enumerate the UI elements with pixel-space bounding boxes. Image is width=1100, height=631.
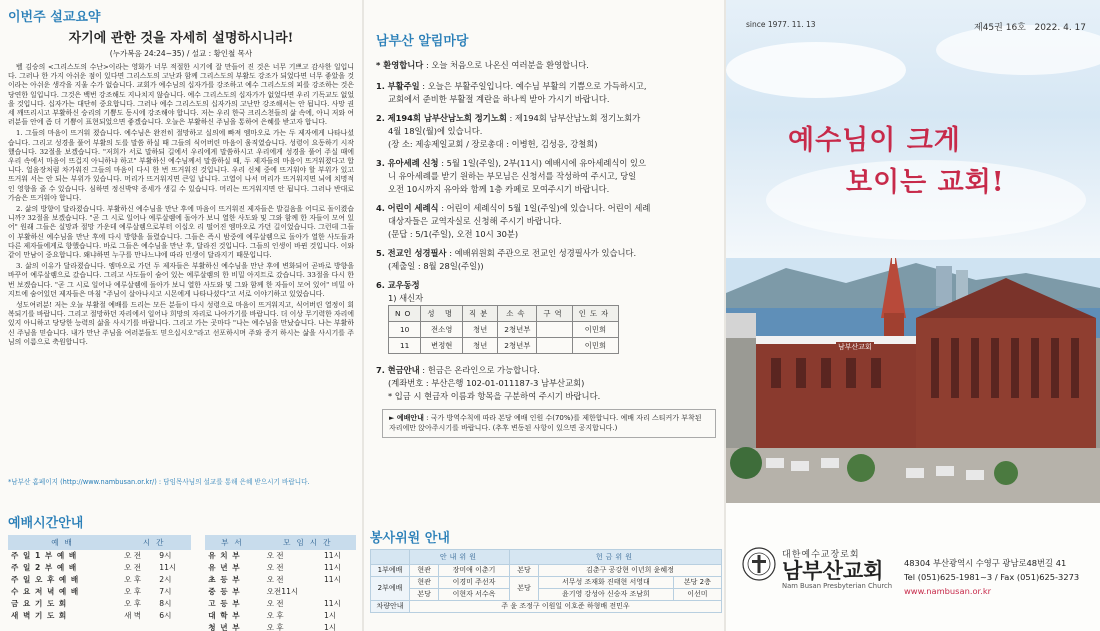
worship-cell: 1시 [323,623,337,631]
panel-sermon [0,0,362,631]
worship-cell: 주 일 1 부 예 배 [11,551,78,560]
worship-cell: 대 학 부 [208,611,241,620]
worship-cell: 오 후 [124,587,142,596]
sermon-paragraph: 2. 삶의 방향이 달라졌습니다. 부활하신 예수님을 만난 후에 마음이 뜨거워진 제자들은 발걸음을 어디로 돌이켰습니까? 32절을 보겠습니다. "곧 그 시로 일어나 예루살렘에 돌아가 보니 열한 사도와 및 그와 함께 한 자들이 모여 있어" 원래 그들은 실망과 절망 가운데 예루살렘으로부터 이십오 리 떨어진 엠마오로 가던 길이었습니다. 그런데 그들이 부활하신 예수님을 만난 후에 다시 방향을 돌렸습니다. 그들은 즉시 밤중에 예루살렘으로 돌아가 열한 사도들과 다른 제자들에게로 향했습니다. 바로 그들은 예수님을 만난 후, 달라진 것입니다. 그들의 인생이 바뀐 것입니다. 이와 같이 만남이 중요합니다. 왜냐하면 누구를 만나느냐에 따라 인생이 달라지기 때문입니다. [8,205,354,260]
worship-cell: 6시 [159,611,172,620]
news-item-members: 6. 교우동정 1) 새신자 NO 성 명 직분 소속 구역 인도자 10 전소영 청년 2청년부 이민희 11 변정현 청년 2청년부 이민희 [376,279,712,354]
worship-cell: 오 전 [266,563,284,572]
new-member-row: 10 전소영 청년 2청년부 이민희 [389,322,619,338]
worship-cell: 11시 [159,563,177,572]
worship-cell: 오 전 [266,599,284,608]
worship-cell: 7시 [159,587,172,596]
building-sign: 남부산교회 [838,343,872,351]
news-item: 2. 제194회 남부산남노회 정기노회 : 제194회 남부산남노회 정기노회가 4월 18일(월)에 있습니다. (장 소: 제송제일교회 / 장로총대 : 이병헌, 김성응, 강철희) [376,113,641,149]
panel-cover [726,0,1100,631]
worship-cell: 오 전 [266,575,284,584]
worship-cell: 유 치 부 [208,551,241,560]
news-section-title: 남부산 알림마당 [376,34,469,49]
worship-cell: 오 전 [124,563,142,572]
worship-section-title: 예배시간안내 [8,516,84,531]
sermon-paragraph: 3. 삶의 이유가 달라졌습니다. 엠마오로 가던 두 제자들은 부활하신 예수님을 만난 후에 변화되어 곧바로 방향을 바꾸어 예루살렘으로 갔습니다. 그리고 사도들이 숨어 있는 예루살렘의 한 비밀 아지트로 갔습니다. 33절을 다시 한 번 보겠습니다. "곧 그 시로 일어나 예루살렘에 돌아가 보니 열한 사도와 및 그와 함께 한 자들이 모여 있어" 비밀 아지트에 숨어있던 제자들은 마침 "주님이 살아나시고 시몬에게 나타나셨다"고 서로 이야기하고 있었습니다. [8,262,354,298]
church-name: 남부산교회 [782,559,884,583]
worship-cell: 9시 [159,551,172,560]
sermon-paragraph: 성도여러분! 저는 오늘 부활절 예배를 드리는 모든 분들이 다시 성령으로 마음이 뜨거워지고, 식어버린 열정이 회복되기를 바랍니다. 그리고 절망하던 자리에서 일어나 희망의 자리로 나아가기를 바랍니다. 더 이상 무기력한 자리에 있지 아니하고 당당한 능력의 삶을 사시기를 바랍니다. 그리고 가는 곳마다 "나는 예수님을 만났습니다. 나는 부활하신 주님을 믿습니다. 내가 만난 주님을 여러분들도 믿으십시오"라고 선포하시며 주와 증거 하시는 삶을 사시기를 주님의 이름으로 축원합니다. [8,301,354,346]
worship-cell: 8시 [159,599,172,608]
worship-cell: 수 요 저 녁 예 배 [11,587,80,596]
worship-table [8,535,356,631]
new-members-col: 구역 [537,306,572,322]
worship-cell: 주 일 2 부 예 배 [11,563,78,572]
worship-times [8,512,358,631]
church-name-en: Nam Busan Presbyterian Church [782,582,893,590]
cover-slogan-2: 보이는 교회! [846,167,1005,198]
cover-since: since 1977. 11. 13 [746,20,816,29]
worship-cell: 11시 [323,599,341,608]
sermon-reference: (누가복음 24:24~35) [109,49,185,58]
sermon-section-title: 이번주 설교요약 [8,10,101,25]
news-item: 3. 유아세례 신청 : 5월 1일(주일), 2부(11시) 예배시에 유아세례식이 있으 니 유아세례를 받기 원하는 부모님은 신청서를 작성하여 주시고, 당일 오전 10시까지 유아와 함께 1층 카페로 모여주시기 바랍니다. [376,158,647,194]
sermon-title: 자기에 관한 것을 자세히 설명하시니라! [68,31,294,46]
worship-cell: 금 요 기 도 회 [11,599,68,608]
new-members-col: 인도자 [572,306,618,322]
welcome-line: * 환영합니다 : 오늘 처음으로 나온신 여러분을 환영합니다. [376,60,589,70]
worship-cell: 청 년 부 [208,623,241,631]
news-item: 1. 부활주일 : 오늘은 부활주일입니다. 예수님 부활의 기쁨으로 가득하시고, 교회에서 준비한 부활절 계란을 하나씩 받아 가시기 바랍니다. [376,81,647,104]
worship-row [8,598,356,610]
worship-cell: 1시 [323,611,337,620]
service-section [370,527,722,613]
worship-cell: 오 후 [124,599,142,608]
worship-row [8,586,356,598]
worship-cell: 오전11시 [266,587,299,596]
service-section-title: 봉사위원 안내 [370,531,450,546]
worship-col-meeting: 모임시간 [264,535,356,550]
contact-block [904,556,1079,598]
worship-cell: 주 일 오 후 예 배 [11,575,80,584]
new-members-col: NO [389,306,421,322]
cover-date: 2022. 4. 17 [1034,23,1086,33]
worship-cell [321,586,356,598]
news-list [376,80,712,273]
phone-fax: Tel (051)625-1981~3 / Fax (051)625-3273 [904,572,1080,582]
worship-notice: ► 예배안내 : 국가 방역수칙에 따라 본당 예배 인원 수(70%)를 제한합니다. 예배 자리 스티커가 부착된 자리에만 앉아주시기를 바랍니다. (추후 변동된 사항이 있으면 공지합니다.) [382,409,716,438]
worship-cell: 중 등 부 [208,587,241,596]
new-members-col: 성 명 [421,306,463,322]
sermon-footnote: *남부산 홈페이지 (http://www.nambusan.or.kr/) : 담임목사님의 설교를 통해 은혜 받으시기 바랍니다. [8,478,310,486]
worship-cell: 2시 [159,575,172,584]
sermon-reference-line: (누가복음 24:24~35) / 설교 : 황인철 목사 [109,49,253,58]
cover-slogan-1: 예수님이 크게 [788,125,961,156]
worship-cell: 고 등 부 [208,599,241,608]
address: 48304 부산광역시 수영구 광남로48번길 41 [904,558,1067,568]
sermon-preacher: 설교 : 황인철 목사 [191,49,253,58]
worship-cell [8,622,121,631]
worship-cell [156,622,191,631]
new-member-row: 11 변정현 청년 2청년부 이민희 [389,338,619,354]
sermon-body [8,63,354,473]
website-link[interactable]: www.nambusan.or.kr [904,586,992,596]
worship-cell: 11시 [323,551,341,560]
worship-row [8,562,356,574]
church-photo [726,258,1100,503]
service-table: 안내위원 헌금위원 1부예배 현관 장미애 이춘기 본당 김춘구 공강현 이년희 윤혜정 2부예배 현관 이경미 주선자 본당 서무성 조재화 진태현 서영대 본당 2층 본당 이현자 서수옥 윤기영 강성아 신승자 조남희 이선미 차량안내 주 윤 조정구 이원일 이호준 하형배 전민우 [370,549,722,613]
cover-issue-line [974,20,1086,33]
worship-cell: 오 후 [266,611,284,620]
cover-issue: 제45권 16호 [974,23,1026,33]
worship-cell: 오 전 [266,551,284,560]
panel-announcements [364,0,724,631]
worship-cell: 새 벽 [124,611,142,620]
new-members-col: 소속 [498,306,537,322]
worship-col-service: 예배 [8,535,121,550]
worship-row [8,610,356,622]
worship-cell: 초 등 부 [208,575,241,584]
worship-cell: 유 년 부 [208,563,241,572]
new-members-col: 직분 [463,306,498,322]
worship-col-time: 시간 [121,535,191,550]
worship-cell: 11시 [323,563,341,572]
worship-row [8,550,356,562]
news-item: 4. 어린이 세례식 : 어린이 세례식이 5월 1일(주일)에 있습니다. 어린이 세례 대상자들은 교역자실로 신청해 주시기 바랍니다. (문답 : 5/1(주일), 오전 10시 30분) [376,203,651,239]
worship-cell: 새 벽 기 도 회 [11,611,68,620]
worship-cell: 11시 [323,575,341,584]
worship-cell [121,622,156,631]
church-emblem-icon [742,547,776,585]
church-identity [782,547,892,590]
new-members-table [388,305,619,354]
denomination: 대한예수교장로회 [782,550,860,560]
worship-row [8,574,356,586]
news-item-offering: 7. 현금안내 : 헌금은 온라인으로 가능합니다. (계좌번호 : 부산은행 102-01-011187-3 남부산교회) * 입금 시 현금자 이름과 항목을 구분하여 주시기 바랍니다. [376,365,601,401]
worship-cell: 오 후 [124,575,142,584]
sermon-paragraph: 벨 김승의 <그리스도의 수난>이라는 영화가 너무 적절한 시기에 잘 만들어 진 것은 너무 기쁘고 감사한 일입니다. 그러나 한 가지 아쉬운 점이 있다면 그리스도의 고난과 함께 그리스도의 부활도 강조가 되었다면 너무 좋았을 것이라는 아쉬운 생각을 지울 수가 없습니다. 교회가 예수님의 십자가를 강조하고 예수 그리스도의 피를 강조하는 것은 당연한 일입니다. 그것은 백번 강조해도 지나치지 않습니다. 예수 그리스도의 십자가가 없었다면 우리 기독교도 없었을 것입니다. 십자가는 대단히 중요합니다. 그러나 예수 그리스도의 십자가의 고난만 강조해서는 안 됩니다. 사망 권세 깨뜨리시고 부활하신 승리의 기쁨도 동시에 강조해야 합니다. 저는 우리 한국 크리스천들의 삶 속에, 아니 저와 여러분들 안에 좀 더 기쁨이 표현되었으면 좋겠습니다. 오늘은 부활하신 주님을 통하여 은혜를 받고자 합니다. [8,63,354,127]
worship-cell: 오 후 [266,623,284,631]
worship-row [8,622,356,631]
worship-cell: 오 전 [124,551,142,560]
worship-col-dept: 부서 [205,535,263,550]
news-item: 5. 전교인 성경필사 : 예배위원회 주관으로 전교인 성경필사가 있습니다. (제출일 : 8월 28일(주일)) [376,248,637,271]
sermon-paragraph: 1. 그들의 마음이 뜨거워 졌습니다. 예수님은 완전히 절망하고 실의에 빠져 엠마오로 가는 두 제자에게 나타나셨습니다. 그리고 성경을 풀어 부활의 도를 말씀 하실 때 그들의 식어버린 마음이 움직였습니다. 성령이 요동하기 시작했습니다. 32절을 보겠습니다. "저희가 서로 말하되 길에서 우리에게 말씀하시고 우리에게 성경을 풀어 주실 때에 우리 속에서 마음이 뜨겁지 아니하냐 하고" 부활하신 예수님께서 말씀하실 때, 두 제자들의 마음이 뜨거워졌다고 합니다. 얼음장처럼 차가워진 그들의 마음이 다시 한 번 뜨거워진 것입니다. 우리 신체 중에 뜨거워야 할 부위가 있고 뜨거워 서는 안 되는 부위가 있습니다. 머리가 뜨거워지면 큰일 납니다. 고열이 나서 머리가 뜨거워지면 뇌에 치명적인 영향을 줄 수 있습니다. 심하면 정신박약 증세가 생길 수 있습니다. 머리는 뜨거워지면 안 됩니다. 그러나 반대로 가슴은 뜨거워야 합니다. [8,129,354,202]
